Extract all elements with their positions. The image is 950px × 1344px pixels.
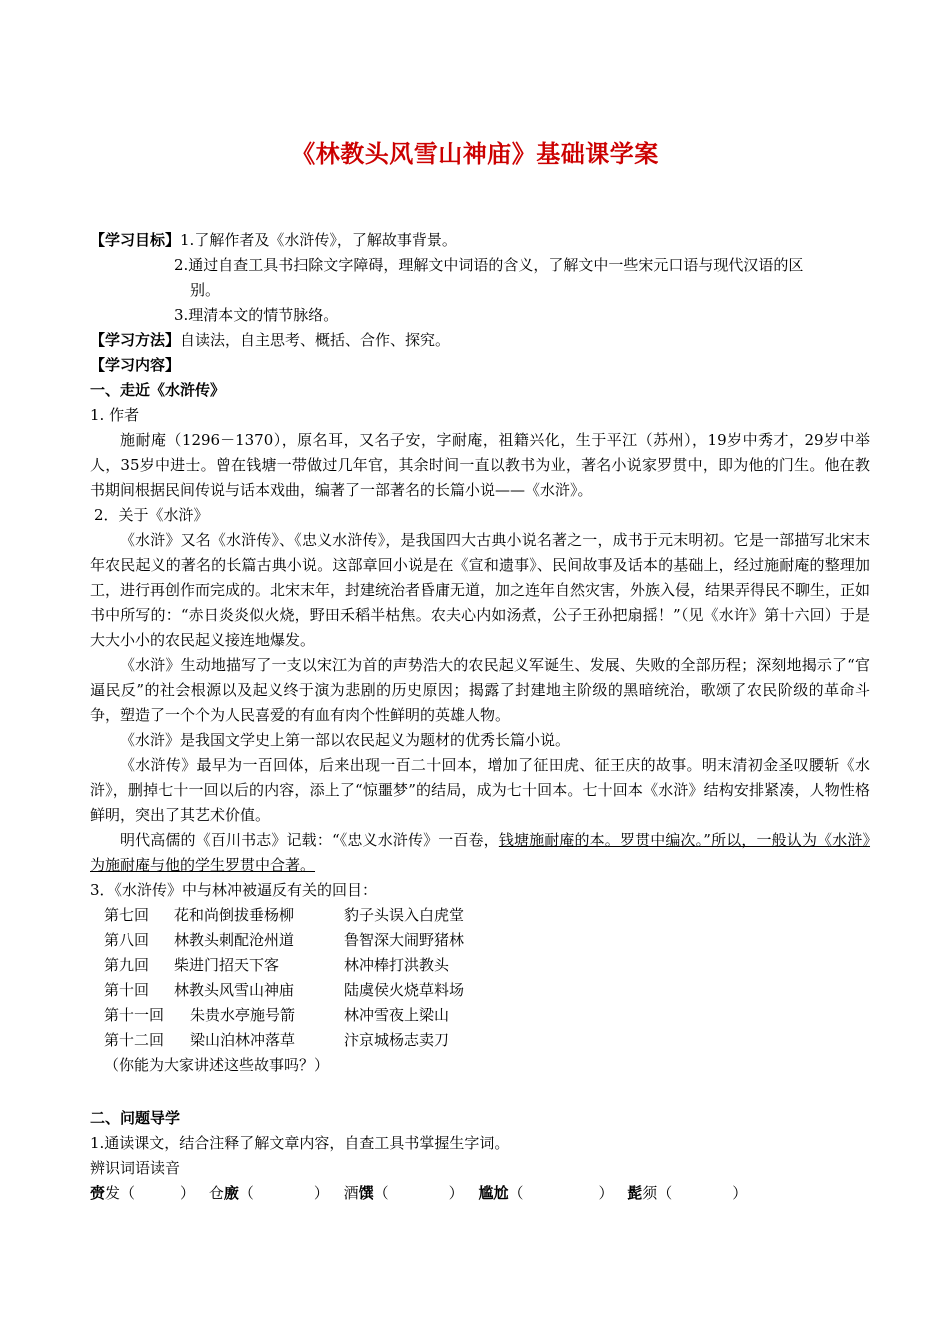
about-paragraph-1: 《水浒》又名《水浒传》、《忠义水浒传》，是我国四大古典小说名著之一，成书于元末明初。它是一部描写北宋末年农民起义的著名的长篇古典小说。这部章回小说是在《宣和遗事》、民间故事及话本的基础上，经过施耐庵的整理加工，进行再创作而完成的。北宋末年，封建统治者昏庸无道，加之连年自然灾害，外族入侵，结果弄得民不聊生，正如书中所写的：“赤日炎炎似火烧，野田禾稻半枯焦。农夫心内如汤煮，公子王孙把扇摇！”（见《水许》第十六回）于是大大小小的农民起义接连地爆发。 [90, 531, 871, 649]
objective-text-1: 1.了解作者及《水浒传》，了解故事背景。 [180, 231, 457, 249]
pron-blank[interactable]: （ ） [373, 1184, 464, 1202]
section2-item-1: 1.通读课文，结合注释了解文章内容，自查工具书掌握生字词。 [90, 1134, 510, 1152]
chapter-row [90, 928, 870, 953]
pron-word-rest: 发 [105, 1184, 121, 1202]
chapter-title-a: 梁山泊林冲落草 [190, 1031, 296, 1049]
objective-3: 3.理清本文的情节脉络。 [174, 306, 339, 324]
method-label: 【学习方法】 [90, 331, 181, 349]
page-title: 《林教头风雪山神庙》基础课学案 [291, 140, 659, 168]
pron-blank[interactable]: （ ） [120, 1184, 196, 1202]
chapter-list [90, 903, 870, 1053]
method-line [90, 328, 870, 353]
section1-heading: 一、走近《水浒传》 [90, 381, 226, 399]
about-paragraph-5 [90, 828, 870, 878]
pron-word-pre: 仓 [208, 1184, 224, 1202]
chapter-number: 第十二回 [104, 1031, 165, 1049]
chapter-number: 第九回 [104, 956, 150, 974]
about-heading: 2．关于《水浒》 [94, 506, 209, 524]
chapter-number: 第七回 [104, 906, 150, 924]
chapters-heading: 3．《水浒传》中与林冲被逼反有关的回目： [90, 881, 378, 899]
chapter-title-a: 林教头刺配沧州道 [174, 931, 295, 949]
chapter-row [90, 953, 870, 978]
about-paragraph-4: 《水浒传》最早为一百回体，后来出现一百二十回本，增加了征田虎、征王庆的故事。明末清初金圣叹腰斩《水浒》，删掉七十一回以后的内容，添上了“惊噩梦”的结局，成为七十回本。七十回本《水浒》结构安排紧凑，人物性格鲜明，突出了其艺术价值。 [90, 756, 870, 824]
chapter-title-a: 柴进门招天下客 [174, 956, 280, 974]
pronunciation-row [90, 1181, 870, 1206]
chapter-title-a: 朱贵水亭施号箭 [190, 1006, 296, 1024]
chapters-question: （你能为大家讲述这些故事吗？） [104, 1056, 330, 1074]
chapter-row [90, 903, 870, 928]
pron-word-pre: 酒 [343, 1184, 359, 1202]
pron-word-bold: 髭 [627, 1184, 643, 1202]
chapter-row [90, 1028, 870, 1053]
about-paragraph-2: 《水浒》生动地描写了一支以宋江为首的声势浩大的农民起义军诞生、发展、失败的全部历程；深刻地揭示了“官逼民反”的社会根源以及起义终于演为悲剧的历史原因；揭露了封建地主阶级的黑暗统治，歌颂了农民阶级的革命斗争，塑造了一个个为人民喜爱的有血有肉个性鲜明的英雄人物。 [90, 656, 870, 724]
chapter-title-b: 鲁智深大闹野猪林 [344, 931, 465, 949]
chapter-number: 第八回 [104, 931, 150, 949]
method-text: 自读法，自主思考、概括、合作、探究。 [180, 331, 451, 349]
chapter-title-b: 汴京城杨志卖刀 [344, 1031, 450, 1049]
pron-word-rest: 须 [642, 1184, 658, 1202]
chapter-title-b: 林冲棒打洪教头 [344, 956, 450, 974]
chapter-number: 第十一回 [104, 1006, 165, 1024]
pron-blank[interactable]: （ ） [238, 1184, 329, 1202]
pron-word-bold: 尴尬 [478, 1184, 509, 1202]
pron-blank[interactable]: （ ） [508, 1184, 614, 1202]
pron-word-bold: 馔 [358, 1184, 374, 1202]
pronunciation-heading: 辨识词语读音 [90, 1159, 181, 1177]
chapter-row [90, 978, 870, 1003]
chapter-row [90, 1003, 870, 1028]
objective-2: 2.通过自查工具书扫除文字障碍，理解文中词语的含义，了解文中一些宋元口语与现代汉语的区 [174, 256, 804, 274]
pron-blank[interactable]: （ ） [657, 1184, 748, 1202]
pron-word-bold: 廒 [223, 1184, 239, 1202]
about-paragraph-5-underlined: 钱塘施耐庵的本。罗贯中编次。”所以，一般认为《水浒》为施耐庵与他的学生罗贯中合著。 [90, 831, 871, 874]
author-heading: 1. 作者 [90, 406, 140, 424]
about-paragraph-3: 《水浒》是我国文学史上第一部以农民起义为题材的优秀长篇小说。 [120, 731, 571, 749]
chapter-title-b: 林冲雪夜上梁山 [344, 1006, 450, 1024]
chapter-title-a: 花和尚倒拔垂杨柳 [174, 906, 295, 924]
chapter-title-b: 陆虞侯火烧草料场 [344, 981, 465, 999]
objectives-label: 【学习目标】 [90, 231, 181, 249]
objective-1 [90, 228, 870, 253]
content-label: 【学习内容】 [90, 356, 181, 374]
objective-2-cont: 别。 [190, 281, 221, 299]
pron-word-bold: 赍 [90, 1184, 106, 1202]
author-paragraph: 施耐庵（1296－1370），原名耳，又名子安，字耐庵，祖籍兴化，生于平江（苏州），19岁中秀才，29岁中举人，35岁中进士。曾在钱塘一带做过几年官，其余时间一直以教书为业，著名小说家罗贯中，即为他的门生。他在教书期间根据民间传说与话本戏曲，编著了一部著名的长篇小说——《水浒》。 [90, 431, 870, 499]
about-paragraph-5-text: 明代高儒的《百川书志》记载：“《忠义水浒传》一百卷， [120, 831, 499, 849]
document-body [90, 228, 870, 1206]
section2-heading: 二、问题导学 [90, 1109, 181, 1127]
chapter-title-a: 林教头风雪山神庙 [174, 981, 295, 999]
section-spacer [90, 1078, 870, 1106]
chapter-title-b: 豹子头误入白虎堂 [344, 906, 465, 924]
chapter-number: 第十回 [104, 981, 150, 999]
